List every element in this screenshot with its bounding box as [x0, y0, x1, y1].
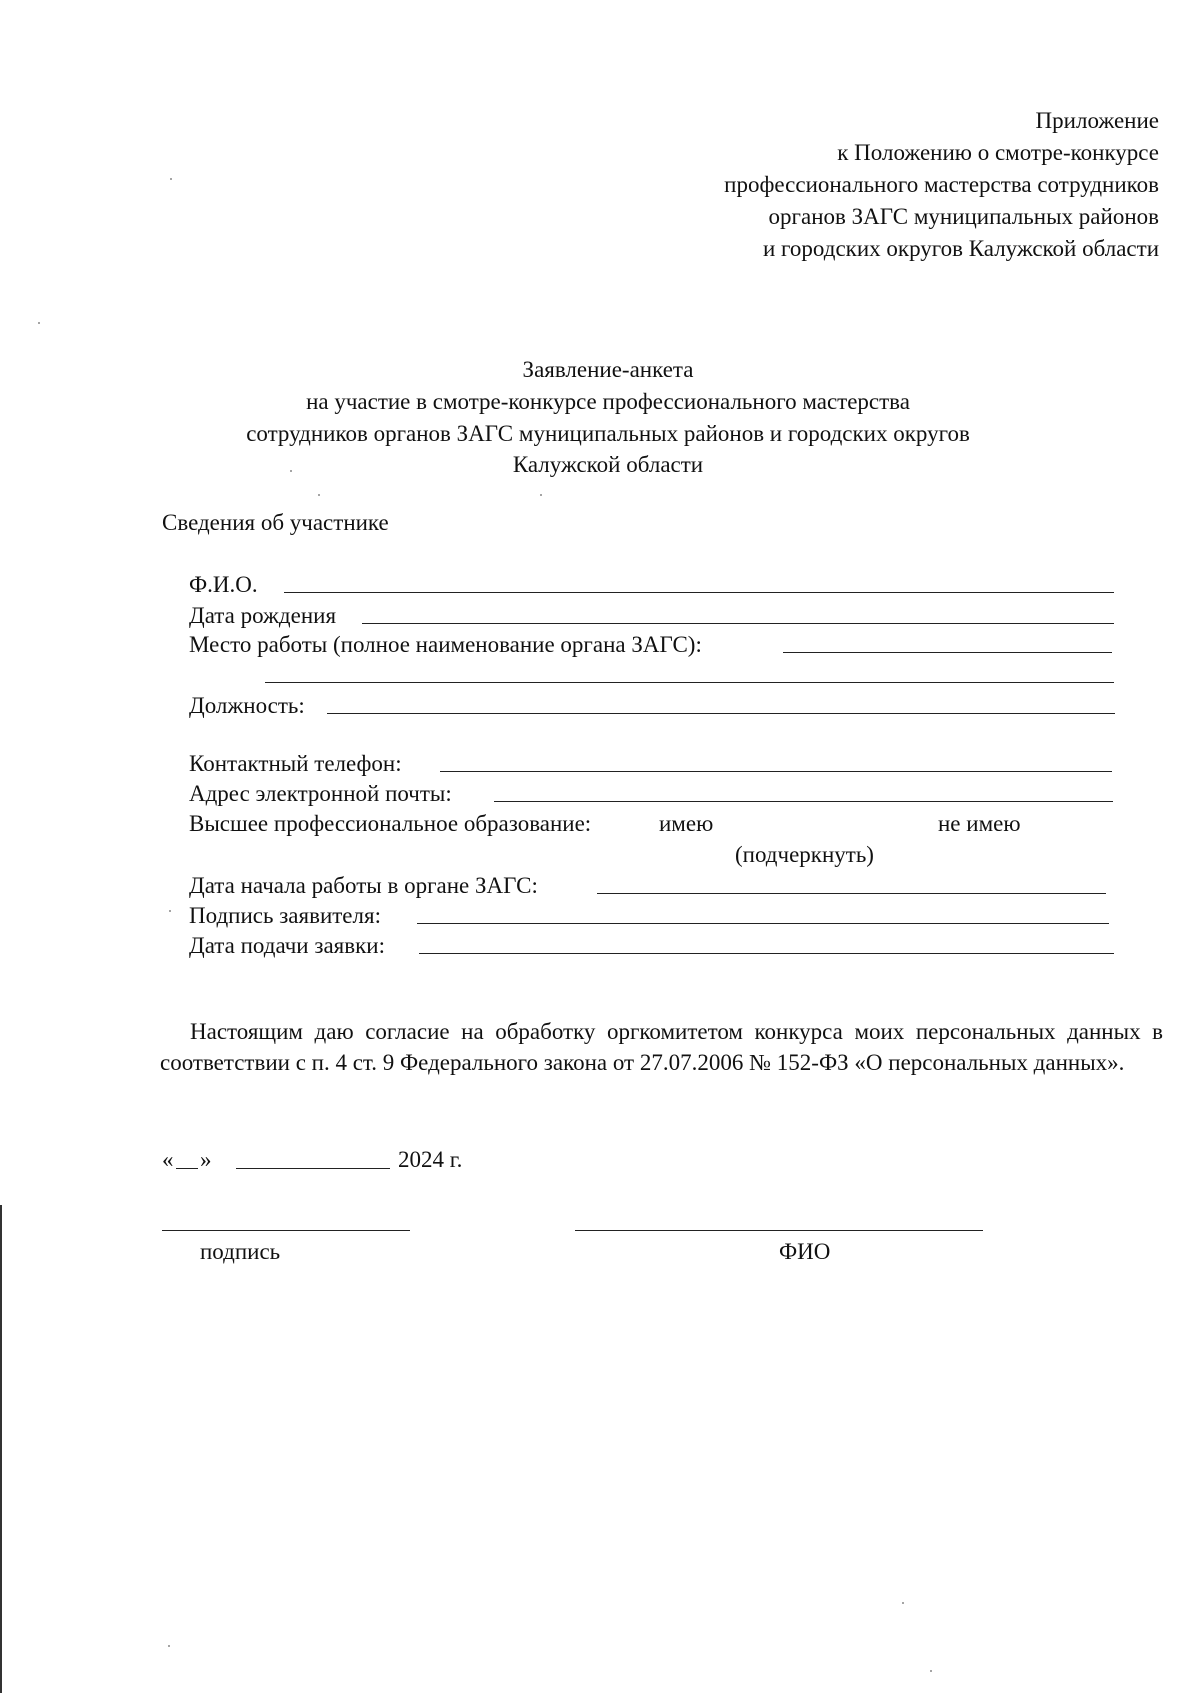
- scan-speck: [169, 910, 171, 912]
- fio-field[interactable]: [284, 592, 1114, 593]
- scan-speck: [38, 322, 40, 324]
- workplace-field-continued[interactable]: [265, 682, 1114, 683]
- section-heading: Сведения об участнике: [162, 510, 389, 535]
- education-hint: (подчеркнуть): [735, 842, 874, 867]
- submit-date-label: Дата подачи заявки:: [189, 933, 385, 958]
- document-subtitle-1: на участие в смотре-конкурсе профессионального мастерства: [306, 389, 910, 414]
- start-date-label: Дата начала работы в органе ЗАГС:: [189, 873, 538, 898]
- document-subtitle-3: Калужской области: [512, 452, 704, 477]
- phone-field[interactable]: [440, 771, 1112, 772]
- name-line[interactable]: [575, 1230, 983, 1231]
- appendix-line-1: Приложение: [1035, 108, 1159, 133]
- scan-speck: [168, 1645, 170, 1647]
- phone-label: Контактный телефон:: [189, 751, 402, 776]
- scan-speck: [170, 178, 172, 180]
- document-subtitle-2: сотрудников органов ЗАГС муниципальных районов и городских округов: [246, 421, 970, 446]
- position-label: Должность:: [189, 693, 305, 718]
- workplace-label: Место работы (полное наименование органа ЗАГС):: [189, 632, 702, 657]
- scan-speck: [540, 494, 542, 496]
- workplace-field[interactable]: [783, 652, 1112, 653]
- submit-date-field[interactable]: [419, 953, 1114, 954]
- appendix-line-5: и городских округов Калужской области: [763, 236, 1159, 261]
- education-option-yes[interactable]: имею: [659, 811, 714, 836]
- start-date-field[interactable]: [597, 893, 1106, 894]
- consent-paragraph: Настоящим даю согласие на обработку оргкомитетом конкурса моих персональных данных в соответствии с п. 4 ст. 9 Федерального закона от 27.07.2006 № 152-ФЗ «О персональных данных».: [160, 1019, 1163, 1075]
- day-field[interactable]: [176, 1168, 198, 1169]
- birth-date-label: Дата рождения: [189, 603, 337, 628]
- fio-label: Ф.И.О.: [189, 572, 258, 597]
- signature-field[interactable]: [417, 923, 1109, 924]
- email-field[interactable]: [494, 801, 1113, 802]
- scan-speck: [318, 494, 320, 496]
- appendix-line-3: профессионального мастерства сотрудников: [724, 172, 1159, 197]
- month-field[interactable]: [236, 1168, 390, 1169]
- appendix-line-2: к Положению о смотре-конкурсе: [837, 140, 1159, 165]
- scan-speck: [290, 470, 292, 472]
- scan-speck: [930, 1670, 932, 1672]
- signature-line[interactable]: [162, 1230, 410, 1231]
- appendix-line-4: органов ЗАГС муниципальных районов: [768, 204, 1159, 229]
- education-label: Высшее профессиональное образование:: [189, 811, 592, 836]
- date-close-quote: »: [200, 1147, 212, 1172]
- education-option-no[interactable]: не имею: [938, 811, 1021, 836]
- email-label: Адрес электронной почты:: [189, 781, 452, 806]
- signature-label: Подпись заявителя:: [189, 903, 381, 928]
- scan-speck: [902, 1602, 904, 1604]
- birth-date-field[interactable]: [362, 623, 1114, 624]
- document-title: Заявление-анкета: [522, 357, 694, 382]
- signature-caption: подпись: [200, 1239, 281, 1264]
- scan-edge: [0, 1205, 2, 1693]
- position-field[interactable]: [327, 713, 1115, 714]
- date-open-quote: «: [162, 1147, 174, 1172]
- date-year: 2024 г.: [398, 1147, 463, 1172]
- name-caption: ФИО: [779, 1239, 831, 1264]
